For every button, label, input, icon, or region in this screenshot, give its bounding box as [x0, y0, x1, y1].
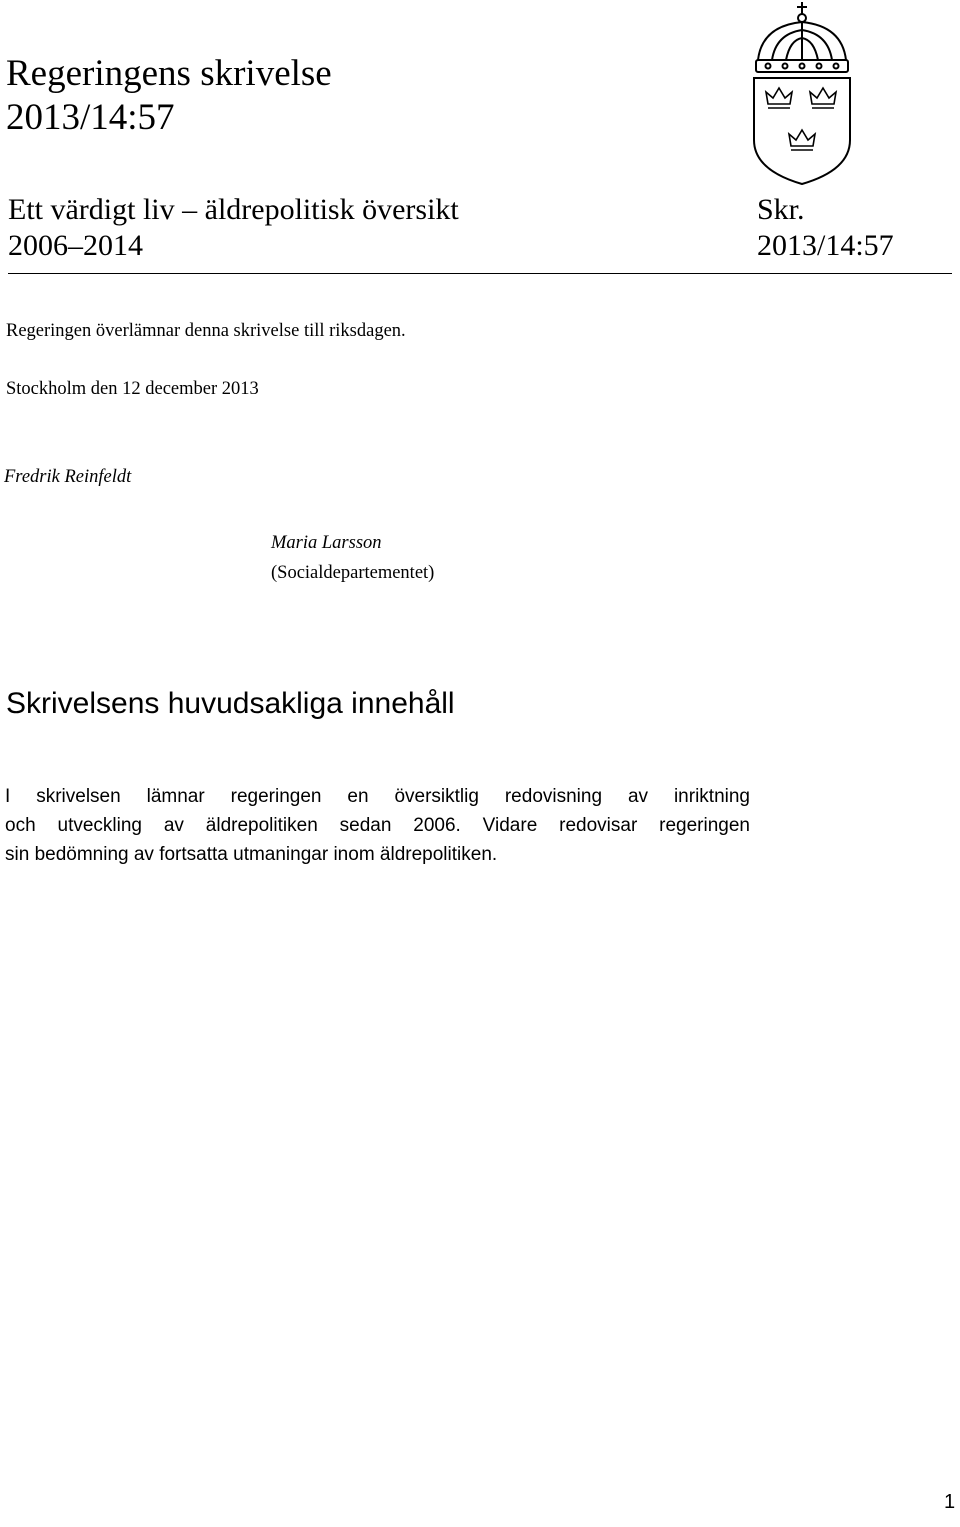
place-date: Stockholm den 12 december 2013 [6, 379, 259, 399]
transmittal-text: Regeringen överlämnar denna skrivelse till riksdagen. [6, 321, 406, 341]
summary-line: och utveckling av äldrepolitiken sedan 2006. Vidare redovisar regeringen [5, 815, 750, 836]
signatory-minister: Maria Larsson [271, 533, 382, 553]
page-number: 1 [944, 1491, 956, 1513]
swedish-coat-of-arms-icon [748, 0, 856, 186]
skr-reference [757, 192, 894, 264]
skr-number: 2013/14:57 [757, 229, 894, 262]
document-number: 2013/14:57 [6, 97, 175, 138]
summary-heading: Skrivelsens huvudsakliga innehåll [6, 687, 455, 720]
document-type: Regeringens skrivelse [6, 53, 332, 94]
skr-label: Skr. [757, 193, 805, 226]
signatory-department: (Socialdepartementet) [271, 563, 435, 583]
summary-line: I skrivelsen lämnar regeringen en översiktlig redovisning av inriktning [5, 786, 750, 807]
header-divider [8, 273, 952, 274]
subject-line-1: Ett värdigt liv – äldrepolitisk översikt [8, 193, 459, 226]
document-title [6, 52, 332, 140]
subject-title [8, 192, 459, 264]
summary-text [5, 782, 750, 869]
summary-line: sin bedömning av fortsatta utmaningar inom äldrepolitiken. [5, 844, 498, 865]
signatory-prime-minister: Fredrik Reinfeldt [4, 467, 132, 487]
subject-line-2: 2006–2014 [8, 229, 143, 262]
